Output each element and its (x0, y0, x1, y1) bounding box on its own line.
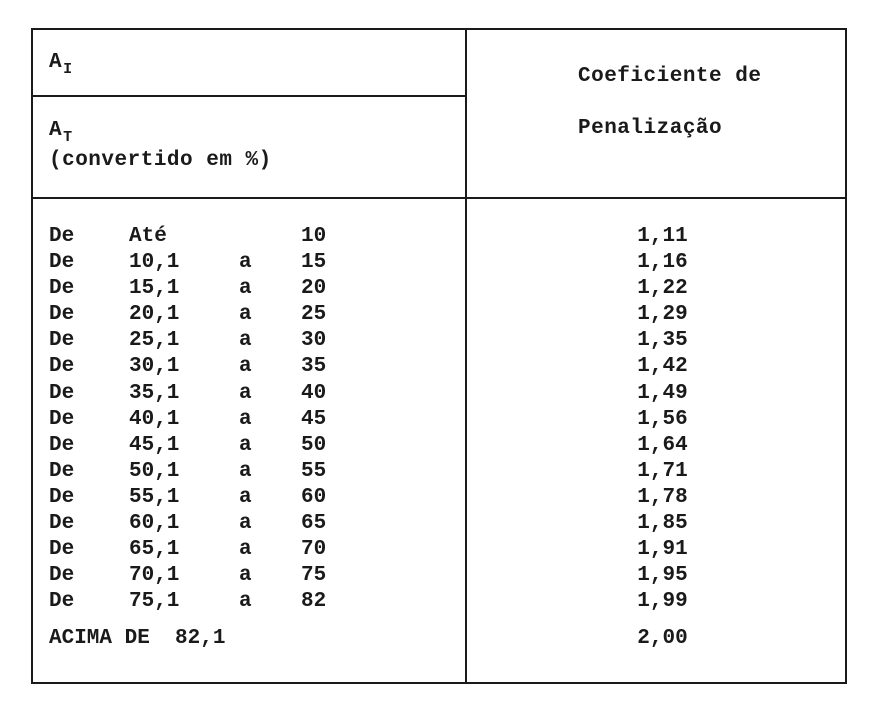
coefficient-value: 1,95 (637, 564, 688, 588)
range-column (49, 224, 449, 615)
row-to: 20 (301, 277, 327, 301)
table-row (49, 276, 449, 302)
ai-subscript: I (63, 61, 73, 78)
row-to: 50 (301, 433, 327, 457)
at-subscript: T (63, 129, 73, 146)
coefficient-value: 1,99 (637, 590, 688, 614)
coefficient-value: 1,16 (637, 251, 688, 275)
row-a: a (239, 590, 252, 614)
row-a: a (239, 407, 252, 431)
row-to: 75 (301, 564, 327, 588)
coefficient-value: 1,85 (637, 512, 688, 536)
coefficient-value: 1,71 (637, 459, 688, 483)
coefficient-value: 1,56 (637, 407, 688, 431)
coefficient-value: 1,42 (637, 355, 688, 379)
table-row (49, 224, 449, 250)
row-de: De (49, 512, 75, 536)
coefficient-value: 1,49 (637, 381, 688, 405)
row-to: 40 (301, 381, 327, 405)
row-de: De (49, 225, 75, 248)
row-de: De (49, 590, 75, 614)
row-from: 20,1 (129, 303, 180, 327)
header-divider (33, 197, 845, 199)
row-a: a (239, 512, 252, 536)
row-from: 40,1 (129, 407, 180, 431)
ai-main: A (49, 51, 63, 74)
coefficient-value: 1,22 (637, 277, 688, 301)
row-a: a (239, 329, 252, 353)
table-row (49, 589, 449, 615)
table-row (49, 250, 449, 276)
table-row (49, 381, 449, 407)
row-de: De (49, 381, 75, 405)
row-de: De (49, 303, 75, 327)
row-to: 70 (301, 538, 327, 562)
row-to: 82 (301, 590, 327, 614)
row-a: a (239, 538, 252, 562)
row-to: 65 (301, 512, 327, 536)
row-from: 50,1 (129, 459, 180, 483)
table-row (49, 563, 449, 589)
row-from: 75,1 (129, 590, 180, 614)
row-de: De (49, 251, 75, 275)
row-a: a (239, 459, 252, 483)
coefficient-column (466, 224, 849, 615)
row-de: De (49, 485, 75, 509)
row-from: 55,1 (129, 485, 180, 509)
row-from: 60,1 (129, 512, 180, 536)
at-note: (convertido em %) (49, 149, 272, 172)
table-row (49, 485, 449, 511)
row-a: a (239, 355, 252, 379)
row-de: De (49, 277, 75, 301)
coefficient-value: 1,29 (637, 303, 688, 327)
row-a: a (239, 251, 252, 275)
row-a: a (239, 485, 252, 509)
coef-header-line1: Coeficiente de (578, 65, 762, 88)
row-de: De (49, 407, 75, 431)
table-row (49, 354, 449, 380)
row-de: De (49, 433, 75, 457)
row-a: a (239, 277, 252, 301)
row-to: 15 (301, 251, 327, 275)
row-de: De (49, 564, 75, 588)
coefficient-value: 1,35 (637, 329, 688, 353)
row-de: De (49, 538, 75, 562)
table-row (49, 459, 449, 485)
row-de: De (49, 459, 75, 483)
row-from: 70,1 (129, 564, 180, 588)
table-row (49, 511, 449, 537)
row-to: 10 (301, 225, 327, 248)
row-from: 25,1 (129, 329, 180, 353)
row-a: a (239, 433, 252, 457)
table-row (49, 407, 449, 433)
ai-divider (33, 95, 465, 97)
row-a: a (239, 381, 252, 405)
coefficient-value: 1,11 (637, 225, 688, 248)
coefficient-value: 1,78 (637, 485, 688, 509)
acima-label: ACIMA DE 82,1 (49, 627, 226, 650)
row-to: 45 (301, 407, 327, 431)
coefficient-value: 1,91 (637, 538, 688, 562)
at-main: A (49, 119, 63, 142)
row-from: 65,1 (129, 538, 180, 562)
row-to: 60 (301, 485, 327, 509)
row-de: De (49, 329, 75, 353)
row-from: 15,1 (129, 277, 180, 301)
row-from: 10,1 (129, 251, 180, 275)
ai-header (49, 50, 73, 77)
row-from: 30,1 (129, 355, 180, 379)
row-to: 25 (301, 303, 327, 327)
row-from: 45,1 (129, 433, 180, 457)
row-a: a (239, 303, 252, 327)
row-from: 35,1 (129, 381, 180, 405)
table-row (49, 537, 449, 563)
coefficient-value: 1,64 (637, 433, 688, 457)
table-row (49, 433, 449, 459)
row-de: De (49, 355, 75, 379)
row-to: 55 (301, 459, 327, 483)
row-a: a (239, 564, 252, 588)
acima-coefficient: 2,00 (637, 627, 688, 650)
row-to: 35 (301, 355, 327, 379)
table-row (49, 302, 449, 328)
penalty-coefficient-table (31, 28, 847, 684)
row-to: 30 (301, 329, 327, 353)
coef-header-line2: Penalização (578, 117, 723, 140)
table-row (49, 328, 449, 354)
at-header (49, 118, 73, 145)
row-from: Até (129, 225, 167, 248)
